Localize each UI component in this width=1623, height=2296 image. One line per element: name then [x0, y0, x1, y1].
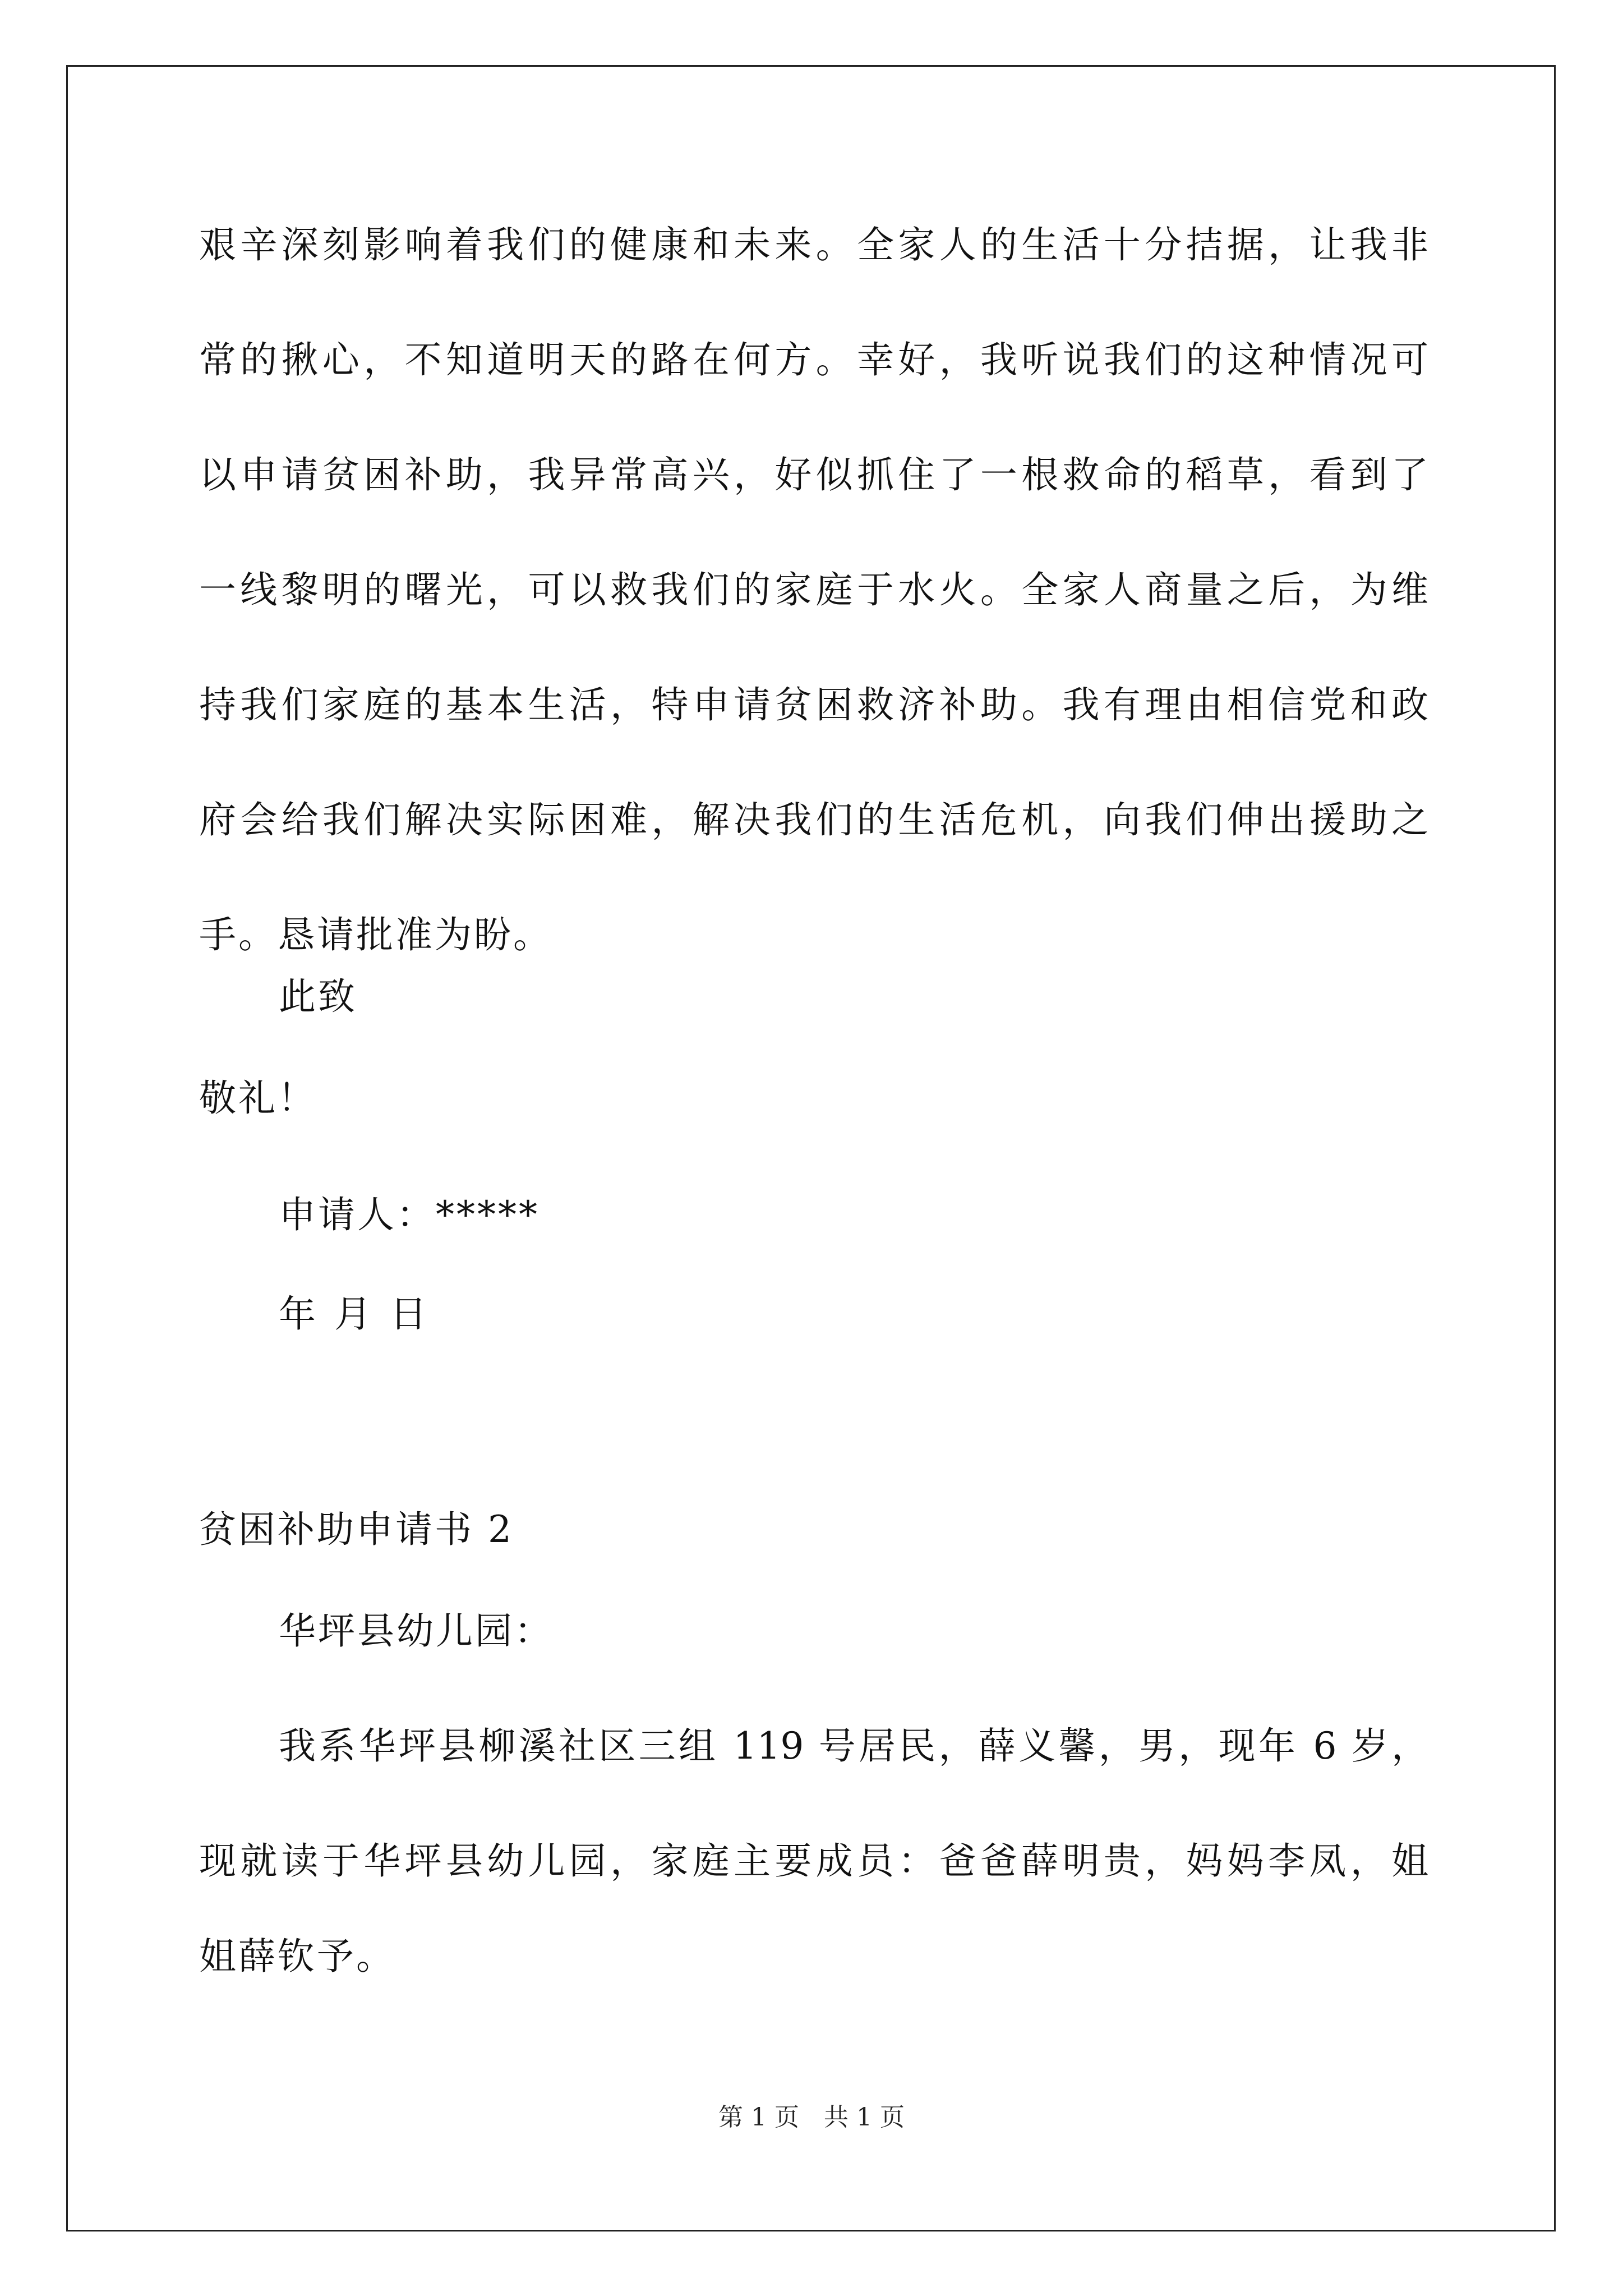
paragraph-line: 手。恳请批准为盼。	[199, 913, 552, 956]
closing-text: 此致	[279, 975, 357, 1018]
paragraph-line: 持我们家庭的基本生活，特申请贫困救济补助。我有理由相信党和政	[199, 683, 1428, 726]
date-line: 年 月 日	[279, 1292, 430, 1336]
page-footer: 第 1 页 共 1 页	[718, 2103, 905, 2132]
paragraph-line: 姐薛钦予。	[199, 1935, 395, 1978]
salute-text: 敬礼！	[199, 1076, 317, 1120]
paragraph-line: 我系华坪县柳溪社区三组 119 号居民，薛义馨，男，现年 6 岁，	[279, 1724, 1428, 1768]
paragraph-line: 以申请贫困补助，我异常高兴，好似抓住了一根救命的稻草，看到了	[199, 453, 1428, 496]
paragraph-line: 现就读于华坪县幼儿园，家庭主要成员：爸爸薛明贵，妈妈李凤，姐	[199, 1839, 1428, 1883]
paragraph-line: 一线黎明的曙光，可以救我们的家庭于水火。全家人商量之后，为维	[199, 568, 1428, 611]
paragraph-line: 常的揪心，不知道明天的路在何方。幸好，我听说我们的这种情况可	[199, 338, 1428, 381]
applicant-line: 申请人：*****	[279, 1193, 540, 1236]
section-title: 贫困补助申请书 2	[199, 1508, 514, 1551]
paragraph-line: 府会给我们解决实际困难，解决我们的生活危机，向我们伸出援助之	[199, 798, 1428, 841]
addressee-line: 华坪县幼儿园：	[279, 1609, 554, 1653]
paragraph-line: 艰辛深刻影响着我们的健康和未来。全家人的生活十分拮据，让我非	[199, 223, 1428, 266]
page-border	[66, 65, 1556, 2231]
